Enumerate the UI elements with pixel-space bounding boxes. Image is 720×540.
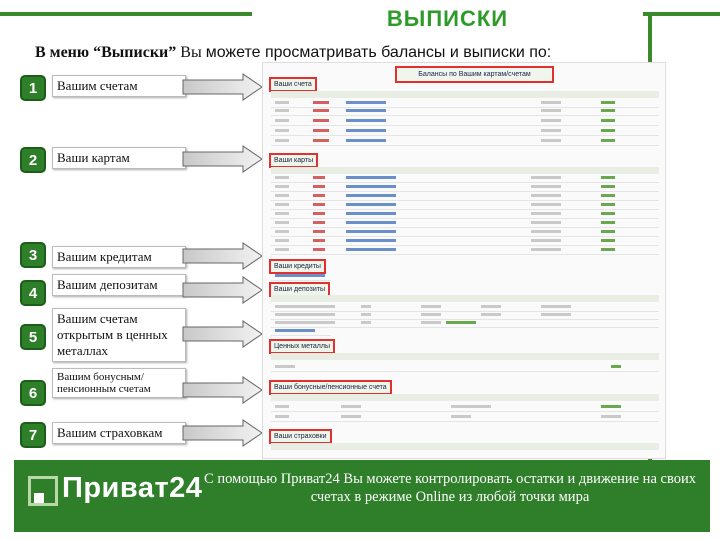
arrow-1 xyxy=(183,74,262,100)
table-row xyxy=(271,305,659,312)
item-label: Вашим депозитам xyxy=(52,274,186,296)
table-row xyxy=(271,365,659,372)
table-row xyxy=(271,203,659,210)
item-label: Вашим кредитам xyxy=(52,246,186,268)
section-accounts[interactable]: Ваши счета xyxy=(269,77,317,92)
table-row xyxy=(271,129,659,136)
table-header xyxy=(271,394,659,401)
intro-bold: В меню “Выписки” xyxy=(35,44,177,61)
table-row xyxy=(271,230,659,237)
table-row xyxy=(271,185,659,192)
table-header xyxy=(271,295,659,302)
section-metals[interactable]: Ценных металлы xyxy=(269,339,335,354)
table-row xyxy=(271,415,659,422)
logo-text: Приват24 xyxy=(62,472,203,504)
number-badge: 5 xyxy=(20,324,46,350)
number-badge: 6 xyxy=(20,380,46,406)
balances-button[interactable]: Балансы по Вашим картам/счетам xyxy=(395,66,554,83)
footer-banner xyxy=(14,460,710,532)
arrow-7 xyxy=(183,420,262,446)
table-row xyxy=(271,109,659,116)
section-deposits[interactable]: Ваши депозиты xyxy=(269,282,330,297)
number-badge: 1 xyxy=(20,75,46,101)
table-row xyxy=(271,405,659,412)
section-bonus[interactable]: Ваши бонусные/пенсионные счета xyxy=(269,380,392,395)
arrow-3 xyxy=(183,243,262,269)
table-row xyxy=(271,194,659,201)
table-header xyxy=(271,443,659,450)
table-row xyxy=(271,313,659,320)
table-header xyxy=(271,91,659,98)
section-credits[interactable]: Ваши кредиты xyxy=(269,259,326,274)
item-label: Вашим счетам открытым в ценных металлах xyxy=(52,308,186,362)
table-header xyxy=(271,167,659,174)
table-row xyxy=(271,119,659,126)
footer-text: С помощью Приват24 Вы можете контролировать остатки и движение на своих счетах в режиме Online из любой точки мира xyxy=(204,471,696,505)
number-badge: 2 xyxy=(20,147,46,173)
item-label: Ваши картам xyxy=(52,147,186,169)
arrow-6 xyxy=(183,377,262,403)
table-row xyxy=(271,176,659,183)
table-row xyxy=(271,139,659,146)
arrow-2 xyxy=(183,146,262,172)
intro-serif: Вы xyxy=(176,44,206,61)
number-badge: 7 xyxy=(20,422,46,448)
privat24-logo-icon xyxy=(28,476,58,506)
intro-sans: можете просматривать балансы и выписки по: xyxy=(205,44,552,61)
table-row xyxy=(271,212,659,219)
slide-title: ВЫПИСКИ xyxy=(386,6,509,31)
table-row xyxy=(271,329,331,336)
number-badge: 4 xyxy=(20,280,46,306)
statement-screenshot xyxy=(262,62,666,459)
item-label: Вашим страховкам xyxy=(52,422,186,444)
table-row xyxy=(271,248,659,255)
table-row xyxy=(271,101,659,108)
table-row xyxy=(271,221,659,228)
item-label: Вашим счетам xyxy=(52,75,186,97)
number-badge: 3 xyxy=(20,242,46,268)
arrow-5 xyxy=(183,321,262,347)
table-row xyxy=(271,274,331,281)
table-header xyxy=(271,353,659,360)
section-insurance[interactable]: Ваши страховки xyxy=(269,429,332,444)
table-row xyxy=(271,239,659,246)
section-cards[interactable]: Ваши карты xyxy=(269,153,318,168)
table-row xyxy=(271,321,659,328)
arrow-4 xyxy=(183,277,262,303)
item-label: Вашим бонусным/пенсионным счетам xyxy=(52,368,186,398)
